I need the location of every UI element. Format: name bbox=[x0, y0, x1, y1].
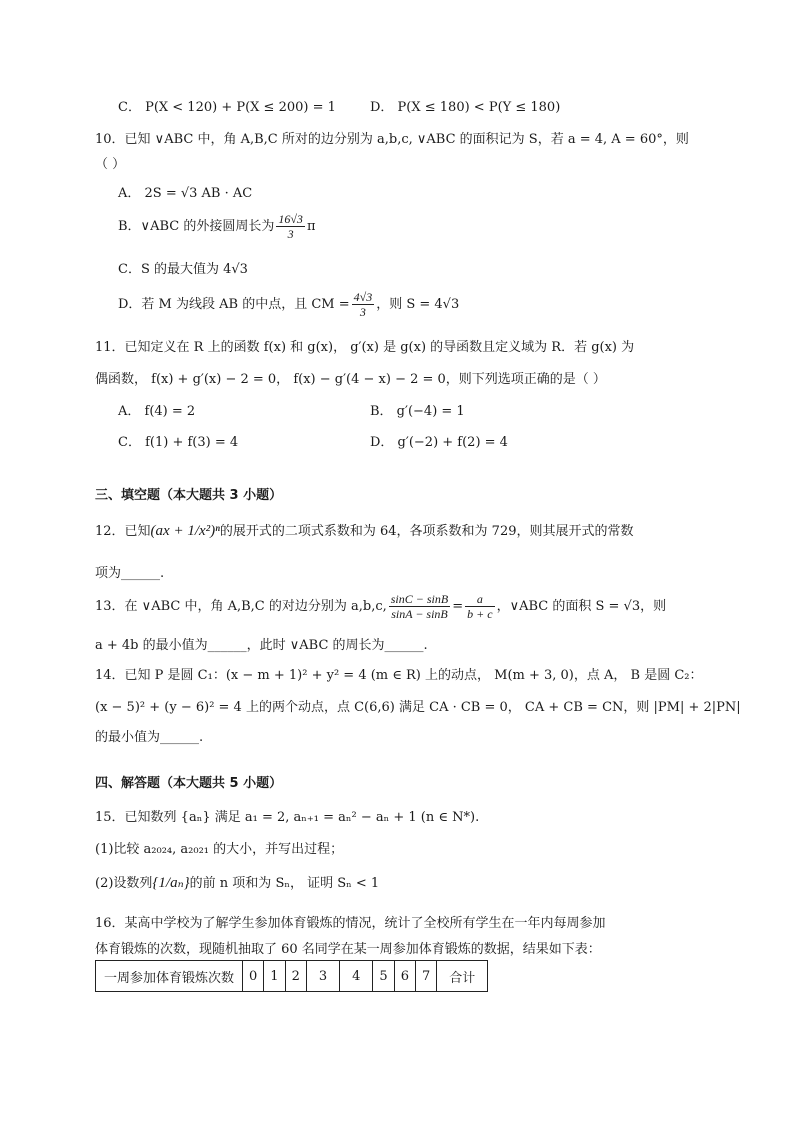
q13-line2: a + 4b 的最小值为______，此时 ∨ABC 的周长为______. bbox=[95, 638, 428, 653]
section-heading-fill-in: 三、填空题（本大题共 3 小题） bbox=[95, 488, 283, 503]
q16-line2: 体育锻炼的次数，现随机抽取了 60 名同学在某一周参加体育锻炼的数据，结果如下表： bbox=[95, 942, 601, 957]
q12-line2: 项为______. bbox=[95, 566, 165, 581]
q16-frequency-table bbox=[95, 960, 488, 992]
q12-suffix: 的展开式的二项式系数和为 64，各项系数和为 729，则其展开式的常数 bbox=[219, 524, 634, 539]
fraction-numerator: sinC − sinB bbox=[390, 592, 449, 606]
q10-option-b-text: B．∨ABC 的外接圆周长为 bbox=[118, 219, 275, 234]
q13-equals: = bbox=[452, 599, 464, 614]
table-cell: 6 bbox=[394, 961, 415, 992]
fraction-numerator: 4√3 bbox=[353, 290, 373, 304]
table-cell: 1 bbox=[264, 961, 285, 992]
q10-option-d bbox=[118, 290, 459, 319]
fraction-denominator: 3 bbox=[359, 305, 366, 319]
q13-line1 bbox=[95, 592, 666, 621]
q9-option-c: C． P(X < 120) + P(X ≤ 200) = 1 bbox=[118, 100, 336, 115]
table-cell: 0 bbox=[243, 961, 264, 992]
q10-option-b-fraction bbox=[276, 212, 305, 241]
q14-line3: 的最小值为______. bbox=[95, 730, 204, 745]
q11-stem-line1: 11．已知定义在 R 上的函数 f(x) 和 g(x)， g′(x) 是 g(x) 的导函数且定义域为 R．若 g(x) 为 bbox=[95, 340, 635, 355]
q10-option-d-text: D．若 M 为线段 AB 的中点，且 CM = bbox=[118, 297, 350, 312]
q11-option-d: D． g′(−2) + f(2) = 4 bbox=[370, 435, 508, 450]
table-cell: 3 bbox=[306, 961, 339, 992]
table-cell: 7 bbox=[415, 961, 436, 992]
q11-option-a: A． f(4) = 2 bbox=[118, 404, 196, 419]
q14-line1: 14．已知 P 是圆 C₁：(x − m + 1)² + y² = 4 (m ∈ R) 上的动点， M(m + 3, 0)，点 A， B 是圆 C₂： bbox=[95, 668, 703, 683]
fraction-denominator: sinA − sinB bbox=[391, 607, 448, 621]
fraction-denominator: 3 bbox=[287, 227, 294, 241]
q16-line1: 16．某高中学校为了解学生参加体育锻炼的情况，统计了全校所有学生在一年内每周参加 bbox=[95, 916, 606, 931]
table-cell: 5 bbox=[373, 961, 394, 992]
q12-line1 bbox=[95, 520, 634, 540]
q15-part2-suffix: 的前 n 项和为 Sₙ， 证明 Sₙ < 1 bbox=[189, 876, 380, 891]
q13-suffix: ，∨ABC 的面积 S = √3，则 bbox=[496, 599, 667, 614]
table-cell: 2 bbox=[285, 961, 306, 992]
q14-line2: (x − 5)² + (y − 6)² = 4 上的两个动点，点 C(6,6) 满足 CA · CB = 0， CA + CB = CN，则 |PM| + 2|PN| bbox=[95, 700, 741, 715]
q10-option-b-pi: π bbox=[306, 219, 316, 234]
q12-binomial-expression: (ax + 1/x²)ⁿ bbox=[150, 523, 220, 539]
q11-option-b: B． g′(−4) = 1 bbox=[370, 404, 465, 419]
table-cell: 合计 bbox=[437, 961, 488, 992]
q10-option-c: C．S 的最大值为 4√3 bbox=[118, 262, 248, 277]
q10-option-b bbox=[118, 212, 315, 241]
fraction-numerator: a bbox=[465, 592, 494, 607]
section-heading-answer: 四、解答题（本大题共 5 小题） bbox=[95, 776, 283, 791]
q11-stem-line2: 偶函数， f(x) + g′(x) − 2 = 0， f(x) − g′(4 − x) − 2 = 0，则下列选项正确的是（ ） bbox=[95, 372, 606, 387]
q13-fraction-sin bbox=[389, 592, 450, 621]
q10-option-d-post: ，则 S = 4√3 bbox=[376, 297, 460, 312]
q15-part2 bbox=[95, 872, 379, 892]
q13-prefix: 13．在 ∨ABC 中，角 A,B,C 的对边分别为 a,b,c, bbox=[95, 599, 387, 614]
fraction-numerator: 16√3 bbox=[278, 212, 303, 226]
q10-stem-line1: 10．已知 ∨ABC 中，角 A,B,C 所对的边分别为 a,b,c, ∨ABC 的面积记为 S，若 a = 4, A = 60°，则 bbox=[95, 132, 689, 147]
table-cell: 4 bbox=[340, 961, 373, 992]
q11-option-c: C． f(1) + f(3) = 4 bbox=[118, 435, 239, 450]
q15-line1: 15．已知数列 {aₙ} 满足 a₁ = 2, aₙ₊₁ = aₙ² − aₙ + 1 (n ∈ N*). bbox=[95, 810, 480, 825]
q13-fraction-sides bbox=[465, 592, 494, 621]
table-cell: 一周参加体育锻炼次数 bbox=[96, 961, 243, 992]
q10-option-d-fraction bbox=[352, 290, 375, 319]
q15-part2-prefix: (2)设数列 bbox=[95, 876, 153, 891]
q10-stem-line2: （ ） bbox=[95, 157, 126, 172]
q15-sequence-expression: {1/aₙ} bbox=[152, 875, 190, 891]
q12-prefix: 12．已知 bbox=[95, 524, 151, 539]
q9-option-d: D． P(X ≤ 180) < P(Y ≤ 180) bbox=[370, 100, 561, 115]
table-row bbox=[96, 961, 488, 992]
q10-option-a: A． 2S = √3 AB · AC bbox=[118, 186, 253, 201]
fraction-denominator: b + c bbox=[467, 607, 493, 621]
q15-part1: (1)比较 a₂₀₂₄, a₂₀₂₁ 的大小，并写出过程； bbox=[95, 842, 344, 857]
